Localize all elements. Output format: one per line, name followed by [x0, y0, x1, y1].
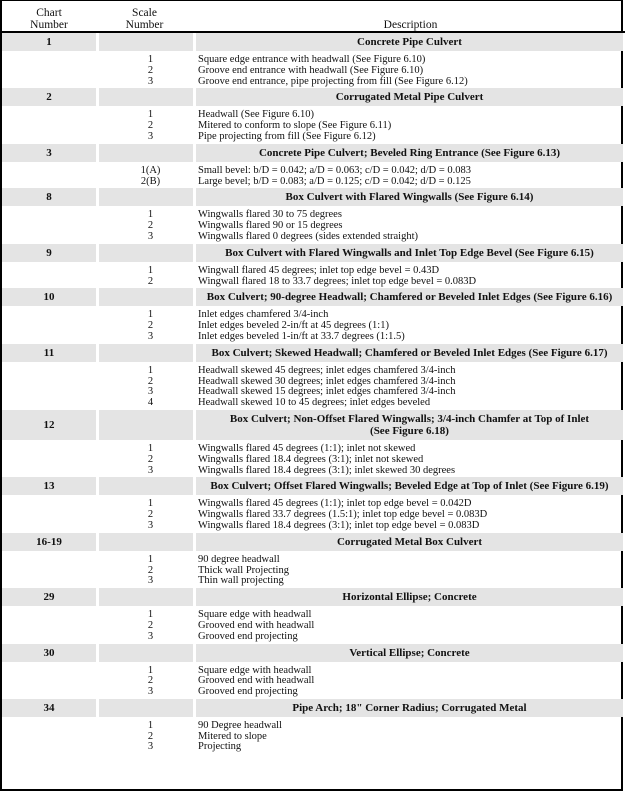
items-row — [2, 162, 623, 189]
scale-number: 2(B) — [140, 175, 161, 187]
scale-description: Headwall skewed 30 degrees; inlet edges chamfered 3/4-inch — [198, 375, 456, 387]
scale-numbers — [96, 362, 193, 410]
scale-empty — [96, 188, 193, 206]
scale-description: Thick wall Projecting — [198, 564, 289, 576]
scale-number: 3 — [147, 130, 154, 142]
scale-description: Thin wall projecting — [198, 575, 284, 587]
descriptions — [193, 306, 623, 343]
scale-number: 4 — [147, 397, 154, 409]
scale-number: 3 — [147, 230, 154, 242]
scale-numbers — [96, 551, 193, 588]
descriptions — [193, 495, 623, 532]
scale-empty — [96, 644, 193, 662]
section-title — [193, 244, 623, 262]
scale-numbers — [96, 440, 193, 477]
descriptions — [193, 717, 623, 754]
chart-empty — [2, 206, 96, 243]
scale-number: 1 — [147, 498, 154, 510]
scale-number: 1 — [147, 364, 154, 376]
scale-number: 2 — [147, 564, 154, 576]
descriptions — [193, 440, 623, 477]
scale-description: Square edge with headwall — [198, 664, 312, 676]
scale-description: Grooved end with headwall — [198, 619, 315, 631]
items-row — [2, 51, 623, 88]
culvert-chart-table — [2, 33, 623, 754]
chart-number: 12 — [2, 410, 96, 440]
scale-empty — [96, 533, 193, 551]
section-title — [193, 644, 623, 662]
chart-empty — [2, 262, 96, 289]
scale-empty — [96, 588, 193, 606]
items-row — [2, 495, 623, 532]
scale-description: Wingwalls flared 18.4 degrees (3:1); inlet skewed 30 degrees — [198, 464, 456, 476]
header-scale-line1: Scale — [132, 7, 157, 19]
descriptions — [193, 551, 623, 588]
chart-number: 30 — [2, 644, 96, 662]
section-title-text: Vertical Ellipse; Concrete — [349, 646, 470, 659]
scale-empty — [96, 244, 193, 262]
scale-numbers — [96, 606, 193, 643]
scale-number: 2 — [147, 453, 154, 465]
table-body — [2, 33, 623, 754]
header-chart-line1: Chart — [36, 7, 62, 19]
scale-number: 2 — [147, 675, 154, 687]
section-title-text: Box Culvert with Flared Wingwalls and Inlet Top Edge Bevel (See Figure 6.15) — [225, 246, 594, 259]
section-row — [2, 410, 623, 440]
descriptions — [193, 662, 623, 699]
scale-description: Large bevel; b/D = 0.083; a/D = 0.125; c/D = 0.042; d/D = 0.125 — [198, 175, 471, 187]
chart-number: 3 — [2, 144, 96, 162]
scale-numbers — [96, 262, 193, 289]
section-row — [2, 33, 623, 51]
scale-numbers — [96, 162, 193, 189]
chart-empty — [2, 717, 96, 754]
descriptions — [193, 262, 623, 289]
section-title — [193, 477, 623, 495]
scale-description: Mitered to conform to slope (See Figure 6.11) — [198, 120, 392, 132]
section-title-text: Horizontal Ellipse; Concrete — [342, 591, 477, 604]
section-row — [2, 533, 623, 551]
scale-number: 1 — [147, 109, 154, 121]
chart-number: 10 — [2, 288, 96, 306]
scale-numbers — [96, 495, 193, 532]
scale-description: Mitered to slope — [198, 730, 267, 742]
section-row — [2, 244, 623, 262]
header-scale-number — [96, 7, 193, 31]
section-row — [2, 144, 623, 162]
scale-empty — [96, 288, 193, 306]
scale-number: 3 — [147, 464, 154, 476]
section-title — [193, 33, 623, 51]
scale-empty — [96, 33, 193, 51]
section-title — [193, 288, 623, 306]
scale-description: Wingwalls flared 90 or 15 degrees — [198, 220, 343, 232]
scale-number: 3 — [147, 630, 154, 642]
section-title — [193, 588, 623, 606]
scale-numbers — [96, 206, 193, 243]
chart-number: 1 — [2, 33, 96, 51]
scale-number: 2 — [147, 275, 154, 287]
section-title — [193, 188, 623, 206]
chart-empty — [2, 606, 96, 643]
scale-number: 2 — [147, 730, 154, 742]
scale-number: 1(A) — [140, 164, 161, 176]
section-title-text: Corrugated Metal Pipe Culvert — [335, 91, 484, 104]
scale-description: Inlet edges beveled 2-in/ft at 45 degrees (1:1) — [198, 320, 389, 332]
section-row — [2, 588, 623, 606]
descriptions — [193, 362, 623, 410]
scale-description: Wingwall flared 18 to 33.7 degrees; inlet top edge bevel = 0.083D — [198, 275, 477, 287]
section-row — [2, 477, 623, 495]
scale-description: Small bevel: b/D = 0.042; a/D = 0.063; c/D = 0.042; d/D = 0.083 — [198, 164, 472, 176]
chart-empty — [2, 662, 96, 699]
section-row — [2, 288, 623, 306]
scale-number: 3 — [147, 575, 154, 587]
scale-number: 3 — [147, 75, 154, 87]
items-row — [2, 551, 623, 588]
scale-description: Wingwalls flared 45 degrees (1:1); inlet not skewed — [198, 442, 416, 454]
scale-number: 2 — [147, 375, 154, 387]
scale-description: Square edge with headwall — [198, 609, 312, 621]
scale-description: Wingwall flared 45 degrees; inlet top edge bevel = 0.43D — [198, 264, 440, 276]
scale-description: Pipe projecting from fill (See Figure 6.12) — [198, 130, 376, 142]
scale-number: 1 — [147, 719, 154, 731]
section-title — [193, 533, 623, 551]
scale-number: 1 — [147, 442, 154, 454]
scale-description: Headwall skewed 45 degrees; inlet edges chamfered 3/4-inch — [198, 364, 456, 376]
scale-number: 2 — [147, 619, 154, 631]
items-row — [2, 206, 623, 243]
scale-number: 2 — [147, 220, 154, 232]
descriptions — [193, 206, 623, 243]
chart-empty — [2, 306, 96, 343]
scale-description: Wingwalls flared 18.4 degrees (3:1); inlet top edge bevel = 0.083D — [198, 519, 480, 531]
descriptions — [193, 162, 623, 189]
scale-number: 3 — [147, 686, 154, 698]
items-row — [2, 662, 623, 699]
scale-description: Wingwalls flared 33.7 degrees (1.5:1); inlet top edge bevel = 0.083D — [198, 509, 488, 521]
items-row — [2, 717, 623, 754]
section-title-text: Corrugated Metal Box Culvert — [336, 535, 483, 548]
scale-number: 3 — [147, 519, 154, 531]
section-row — [2, 344, 623, 362]
scale-numbers — [96, 106, 193, 143]
scale-number: 3 — [147, 386, 154, 398]
scale-empty — [96, 344, 193, 362]
scale-description: Wingwalls flared 18.4 degrees (3:1); inlet not skewed — [198, 453, 424, 465]
items-row — [2, 306, 623, 343]
scale-number: 1 — [147, 553, 154, 565]
descriptions — [193, 51, 623, 88]
scale-description: Groove end entrance, pipe projecting from fill (See Figure 6.12) — [198, 75, 468, 87]
scale-description: Inlet edges beveled 1-in/ft at 33.7 degrees (1:1.5) — [198, 330, 405, 342]
scale-number: 1 — [147, 54, 154, 65]
section-row — [2, 699, 623, 717]
section-title-text: Box Culvert; Non-Offset Flared Wingwalls; 3/4-inch Chamfer at Top of Inlet — [229, 412, 590, 425]
items-row — [2, 106, 623, 143]
scale-number: 1 — [147, 209, 154, 221]
chart-empty — [2, 495, 96, 532]
scale-description: Wingwalls flared 30 to 75 degrees — [198, 209, 342, 221]
chart-number: 34 — [2, 699, 96, 717]
chart-number: 9 — [2, 244, 96, 262]
scale-empty — [96, 699, 193, 717]
section-title-text: Box Culvert with Flared Wingwalls (See Figure 6.14) — [285, 191, 534, 204]
section-row — [2, 88, 623, 106]
scale-description: Inlet edges chamfered 3/4-inch — [198, 309, 329, 321]
section-title — [193, 88, 623, 106]
scale-description: Projecting — [198, 741, 242, 753]
section-row — [2, 188, 623, 206]
header-description: Description — [383, 19, 438, 31]
scale-number: 1 — [147, 309, 154, 321]
scale-empty — [96, 144, 193, 162]
header-scale-line2: Number — [125, 19, 164, 31]
scale-number: 1 — [147, 609, 154, 621]
header-chart-line2: Number — [30, 19, 68, 31]
scale-description: Wingwalls flared 45 degrees (1:1); inlet top edge bevel = 0.042D — [198, 498, 472, 510]
scale-number: 2 — [147, 320, 154, 332]
table-header — [0, 0, 625, 33]
scale-description: Headwall skewed 15 degrees; inlet edges chamfered 3/4-inch — [198, 386, 456, 398]
scale-numbers — [96, 662, 193, 699]
items-row — [2, 262, 623, 289]
section-row — [2, 644, 623, 662]
chart-number: 16-19 — [2, 533, 96, 551]
chart-empty — [2, 551, 96, 588]
scale-description: Square edge entrance with headwall (See Figure 6.10) — [198, 54, 426, 65]
scale-description: Grooved end with headwall — [198, 675, 315, 687]
header-chart-number — [2, 7, 96, 31]
chart-number: 11 — [2, 344, 96, 362]
section-title — [193, 699, 623, 717]
scale-description: Groove end entrance with headwall (See Figure 6.10) — [198, 64, 424, 76]
scale-number: 1 — [147, 664, 154, 676]
scale-empty — [96, 477, 193, 495]
section-title-text: Concrete Pipe Culvert; Beveled Ring Entrance (See Figure 6.13) — [258, 146, 561, 159]
scale-description: 90 Degree headwall — [198, 719, 282, 731]
section-title-text-cont: (See Figure 6.18) — [370, 424, 449, 437]
chart-empty — [2, 106, 96, 143]
scale-description: Grooved end projecting — [198, 686, 298, 698]
scale-description: Wingwalls flared 0 degrees (sides extended straight) — [198, 230, 419, 242]
descriptions — [193, 106, 623, 143]
chart-empty — [2, 440, 96, 477]
scale-numbers — [96, 306, 193, 343]
scale-number: 3 — [147, 330, 154, 342]
scale-description: Grooved end projecting — [198, 630, 298, 642]
chart-empty — [2, 362, 96, 410]
section-title-text: Pipe Arch; 18" Corner Radius; Corrugated Metal — [292, 701, 527, 714]
scale-description: 90 degree headwall — [198, 553, 280, 565]
section-title-text: Box Culvert; 90-degree Headwall; Chamfered or Beveled Inlet Edges (See Figure 6.16) — [206, 291, 613, 304]
scale-empty — [96, 410, 193, 440]
scale-description: Headwall skewed 10 to 45 degrees; inlet edges beveled — [198, 397, 431, 409]
section-title-text: Box Culvert; Offset Flared Wingwalls; Beveled Edge at Top of Inlet (See Figure 6.19) — [210, 480, 609, 493]
scale-number: 2 — [147, 509, 154, 521]
section-title — [193, 144, 623, 162]
scale-numbers — [96, 51, 193, 88]
scale-numbers — [96, 717, 193, 754]
chart-empty — [2, 162, 96, 189]
chart-number: 2 — [2, 88, 96, 106]
scale-number: 2 — [147, 120, 154, 132]
scale-number: 1 — [147, 264, 154, 276]
section-title-text: Concrete Pipe Culvert — [357, 36, 462, 48]
chart-number: 13 — [2, 477, 96, 495]
scale-number: 2 — [147, 64, 154, 76]
section-title — [193, 344, 623, 362]
items-row — [2, 362, 623, 410]
scale-description: Headwall (See Figure 6.10) — [198, 109, 315, 121]
scale-empty — [96, 88, 193, 106]
section-title — [193, 410, 623, 440]
chart-number: 8 — [2, 188, 96, 206]
chart-number: 29 — [2, 588, 96, 606]
section-title-text: Box Culvert; Skewed Headwall; Chamfered or Beveled Inlet Edges (See Figure 6.17) — [211, 346, 608, 359]
chart-empty — [2, 51, 96, 88]
scale-number: 3 — [147, 741, 154, 753]
items-row — [2, 606, 623, 643]
items-row — [2, 440, 623, 477]
descriptions — [193, 606, 623, 643]
